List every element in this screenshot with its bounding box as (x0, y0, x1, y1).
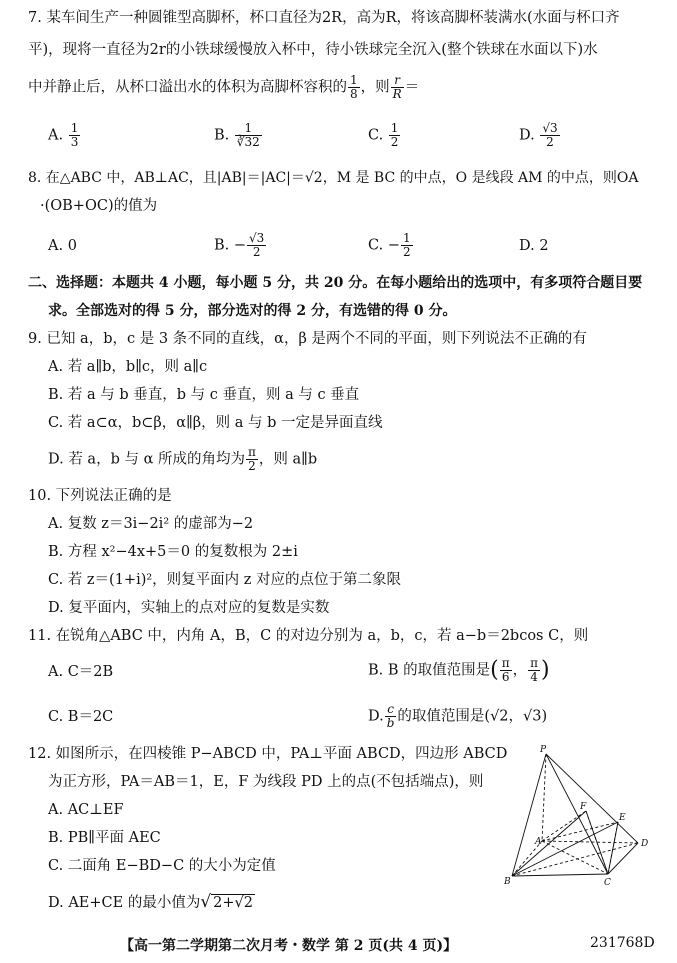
q10-stem: 10. 下列说法正确的是 (28, 488, 172, 504)
q7-line1: 7. 某车间生产一种圆锥型高脚杯，杯口直径为2R，高为R，将该高脚杯装满水(水面与杯口齐 (28, 10, 620, 26)
q8-line2: ·(OB+OC)的值为 (40, 198, 158, 214)
q12-option-b: B. PB∥平面 AEC (48, 830, 161, 846)
section2-line1: 二、选择题：本题共 4 小题，每小题 5 分，共 20 分。在每小题给出的选项中，有多项符合题目要 (28, 275, 643, 291)
section2-line2: 求。全部选对的得 5 分，部分选对的得 2 分，有选错的得 0 分。 (48, 303, 457, 319)
q9-stem: 9. 已知 a，b，c 是 3 条不同的直线，α，β 是两个不同的平面，则下列说法不正确的有 (28, 331, 587, 347)
q7-line3 (28, 74, 419, 101)
q12-option-c: C. 二面角 E−BD−C 的大小为定值 (48, 858, 276, 874)
q8-option-d: D. 2 (519, 238, 549, 254)
q8-option-a: A. 0 (48, 238, 77, 254)
label-e: E (619, 813, 626, 823)
label-b: B (504, 877, 511, 887)
q11-option-b: B. B 的取值范围是( $\frac{\pi}{6}$ ， $\frac{\pi}{4}$ ) (368, 656, 550, 684)
q10-option-b: B. 方程 x²−4x+5＝0 的复数根为 2±i (48, 544, 298, 560)
q9-option-a: A. 若 a∥b，b∥c，则 a∥c (48, 359, 208, 375)
q9-option-b: B. 若 a 与 b 垂直，b 与 c 垂直，则 a 与 c 垂直 (48, 387, 360, 403)
q9-option-d: D. 若 a，b 与 α 所成的角均为 $\frac{\pi}{2}$ ，则 a∥b (48, 445, 318, 473)
q7-ratio: $\frac{r}{R}$ (392, 73, 402, 101)
q7-fraction: $\frac{1}{8}$ (350, 73, 358, 101)
q10-option-d: D. 复平面内，实轴上的点对应的复数是实数 (48, 600, 330, 616)
q10-option-c: C. 若 z＝(1+i)²，则复平面内 z 对应的点位于第二象限 (48, 572, 402, 588)
q12-line1: 12. 如图所示，在四棱锥 P−ABCD 中，PA⊥平面 ABCD，四边形 ABCD (28, 746, 508, 762)
q7-option-c: C. $\frac{1}{2}$ (368, 121, 399, 149)
label-f: F (580, 802, 587, 812)
q12-option-a: A. AC⊥EF (48, 802, 124, 818)
q11-option-c: C. B＝2C (48, 709, 114, 725)
q8-option-c: C. − $\frac{1}{2}$ (368, 231, 411, 259)
q7-option-b: B. $\frac{1}{∛32}$ (214, 121, 260, 149)
q7-line3b: ，则 (360, 79, 390, 96)
q8-line1: 8. 在△ABC 中，AB⊥AC，且|AB|＝|AC|＝√2，M 是 BC 的中点，O 是线段 AM 的中点，则OA (28, 170, 639, 186)
q7-option-d: D. $\frac{√3}{2}$ (519, 121, 558, 149)
q7-line3a: 中并静止后，从杯口溢出水的体积为高脚杯容积的 (28, 79, 347, 96)
q12-line2: 为正方形，PA＝AB＝1，E，F 为线段 PD 上的点(不包括端点)，则 (48, 774, 484, 790)
q11-option-d: D. $\frac{c}{b}$ 的取值范围是(√2，√3) (368, 702, 548, 730)
q11-option-a: A. C＝2B (48, 664, 114, 680)
q9-option-c: C. 若 a⊂α，b⊂β，α∥β，则 a 与 b 一定是异面直线 (48, 415, 383, 431)
q8-option-b: B. − $\frac{√3}{2}$ (214, 231, 265, 259)
pyramid-figure (500, 740, 675, 890)
q11-stem: 11. 在锐角△ABC 中，内角 A，B，C 的对边分别为 a，b，c，若 a−b＝2bcos C，则 (28, 628, 589, 644)
label-p: P (540, 745, 547, 755)
label-a: A (535, 837, 542, 847)
q10-option-a: A. 复数 z＝3i−2i² 的虚部为−2 (48, 516, 254, 532)
page-footer: 【高一第二学期第二次月考・数学 第 2 页(共 4 页)】 (120, 938, 458, 954)
label-d: D (641, 839, 649, 849)
q12-option-d: D. AE+CE 的最小值为√ 2+√2 (48, 892, 254, 912)
q7-line3c: ＝ (404, 79, 420, 96)
q7-line2: 平)，现将一直径为2r的小铁球缓慢放入杯中，待小铁球完全沉入(整个铁球在水面以下)水 (28, 42, 598, 58)
exam-code: 231768D (590, 935, 655, 951)
label-c: C (604, 878, 611, 888)
q7-option-a: A. $\frac{1}{3}$ (48, 121, 79, 149)
